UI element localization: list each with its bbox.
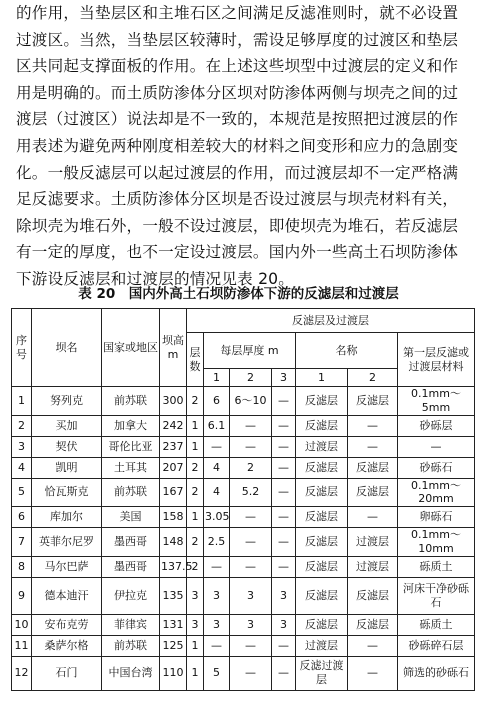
cell-height: 300	[160, 387, 187, 416]
table-row	[12, 556, 475, 577]
cell-layers: 1	[187, 507, 204, 528]
cell-t1: 6	[204, 387, 230, 416]
cell-material: 河床干净砂砾石	[398, 577, 475, 614]
cell-t3: —	[272, 387, 296, 416]
cell-n2: 反滤层	[348, 387, 398, 416]
cell-name: 英菲尔尼罗	[32, 528, 102, 557]
cell-n2: 过渡层	[348, 556, 398, 577]
cell-n1: 反滤层	[296, 528, 348, 557]
cell-layers: 1	[187, 415, 204, 436]
cell-t2: 6～10	[230, 387, 272, 416]
cell-n1: 反滤层	[296, 614, 348, 635]
header-thickness-2: 2	[230, 369, 272, 387]
cell-t2: 3	[230, 614, 272, 635]
table-row	[12, 656, 475, 690]
cell-height: 167	[160, 478, 187, 507]
text-line: 渡层（过渡区）说法却是不一致的，本规范是按照把过渡层的作	[16, 110, 459, 129]
cell-name: 石门	[32, 656, 102, 690]
cell-n1: 反滤层	[296, 457, 348, 478]
header-name-2: 2	[348, 369, 398, 387]
cell-t1: —	[204, 556, 230, 577]
header-name: 坝名	[32, 309, 102, 387]
cell-name: 安布克劳	[32, 614, 102, 635]
cell-layers: 2	[187, 457, 204, 478]
cell-t2: 5.2	[230, 478, 272, 507]
table-body	[12, 387, 475, 691]
cell-name: 凯明	[32, 457, 102, 478]
text-line: 化。一般反滤层可以起过渡层的作用，而过渡层却不一定严格满	[16, 163, 459, 182]
cell-layers: 2	[187, 387, 204, 416]
cell-n2: —	[348, 507, 398, 528]
table-title: 表 20 国内外高土石坝防渗体下游的反滤层和过渡层	[78, 286, 399, 302]
header-thickness: 每层厚度 m	[204, 333, 296, 369]
cell-no: 10	[12, 614, 32, 635]
cell-n2: —	[348, 656, 398, 690]
cell-name: 买加	[32, 415, 102, 436]
cell-n2: —	[348, 436, 398, 457]
cell-t1: —	[204, 436, 230, 457]
cell-n1: 过渡层	[296, 436, 348, 457]
cell-height: 148	[160, 528, 187, 557]
cell-t3: 3	[272, 577, 296, 614]
cell-t1: 4	[204, 478, 230, 507]
header-no: 序号	[12, 309, 32, 387]
cell-t1: 6.1	[204, 415, 230, 436]
cell-t1: 3	[204, 577, 230, 614]
cell-country: 前苏联	[102, 635, 160, 656]
cell-t2: 2	[230, 457, 272, 478]
cell-t1: 3	[204, 614, 230, 635]
cell-t2: —	[230, 528, 272, 557]
header-name-1: 1	[296, 369, 348, 387]
cell-t3: —	[272, 507, 296, 528]
cell-layers: 2	[187, 528, 204, 557]
cell-layers: 1	[187, 436, 204, 457]
header-height: 坝高 m	[160, 309, 187, 387]
cell-no: 3	[12, 436, 32, 457]
header-group: 反滤层及过渡层	[187, 309, 475, 333]
cell-t1: 3.05	[204, 507, 230, 528]
cell-height: 207	[160, 457, 187, 478]
cell-layers: 2	[187, 556, 204, 577]
header-layers: 层数	[187, 333, 204, 387]
text-line: 的作用，当垫层区和主堆石区之间满足反滤准则时，就不必设置	[16, 4, 459, 22]
cell-height: 237	[160, 436, 187, 457]
cell-no: 1	[12, 387, 32, 416]
text-line: 区共同起支撑面板的作用。在上述这些坝型中过渡层的定义和作	[16, 57, 459, 76]
cell-name: 恰瓦斯克	[32, 478, 102, 507]
cell-country: 前苏联	[102, 478, 160, 507]
cell-n2: 反滤层	[348, 457, 398, 478]
cell-country: 前苏联	[102, 387, 160, 416]
cell-country: 加拿大	[102, 415, 160, 436]
table-row	[12, 415, 475, 436]
cell-n1: 反滤层	[296, 577, 348, 614]
cell-n2: 反滤层	[348, 614, 398, 635]
cell-t2: 3	[230, 577, 272, 614]
header-country: 国家或地区	[102, 309, 160, 387]
cell-no: 8	[12, 556, 32, 577]
cell-layers: 3	[187, 577, 204, 614]
cell-country: 墨西哥	[102, 528, 160, 557]
cell-n1: 反滤层	[296, 507, 348, 528]
table-row	[12, 387, 475, 416]
table-row	[12, 528, 475, 557]
cell-material: 砾质土	[398, 614, 475, 635]
cell-country: 中国台湾	[102, 656, 160, 690]
cell-country: 土耳其	[102, 457, 160, 478]
header-material: 第一层反滤或过渡层材料	[398, 333, 475, 387]
header-thickness-3: 3	[272, 369, 296, 387]
text-line: 足反滤要求。土质防渗体分区坝是否设过渡层与坝壳材料有关，	[16, 190, 459, 209]
cell-t2: —	[230, 556, 272, 577]
cell-no: 5	[12, 478, 32, 507]
cell-n2: 反滤层	[348, 478, 398, 507]
cell-t3: —	[272, 635, 296, 656]
cell-n2: 反滤层	[348, 577, 398, 614]
cell-no: 6	[12, 507, 32, 528]
cell-no: 9	[12, 577, 32, 614]
cell-layers: 2	[187, 478, 204, 507]
cell-n1: 反滤层	[296, 556, 348, 577]
cell-t3: —	[272, 415, 296, 436]
cell-t2: —	[230, 436, 272, 457]
cell-material: 砂砾石	[398, 457, 475, 478]
cell-no: 11	[12, 635, 32, 656]
cell-t1: 2.5	[204, 528, 230, 557]
cell-t2: —	[230, 507, 272, 528]
text-line: 除坝壳为堆石外，一般不设过渡层，即使坝壳为堆石，若反滤层	[16, 216, 459, 235]
cell-t3: 3	[272, 614, 296, 635]
text-line: 用是明确的。而土质防渗体分区坝对防渗体两侧与坝壳之间的过	[16, 83, 459, 102]
text-line: 用表述为避免两种刚度相差较大的材料之间变形和应力的急剧变	[16, 136, 459, 155]
cell-name: 马尔巴萨	[32, 556, 102, 577]
body-text	[16, 0, 474, 293]
cell-t3: —	[272, 528, 296, 557]
cell-t2: —	[230, 656, 272, 690]
cell-material: 砾质土	[398, 556, 475, 577]
cell-height: 158	[160, 507, 187, 528]
cell-layers: 1	[187, 656, 204, 690]
table-row	[12, 507, 475, 528]
cell-t1: 4	[204, 457, 230, 478]
cell-material: 卵砾石	[398, 507, 475, 528]
cell-no: 4	[12, 457, 32, 478]
cell-layers: 1	[187, 635, 204, 656]
cell-t1: —	[204, 635, 230, 656]
cell-name: 德本迪汗	[32, 577, 102, 614]
cell-layers: 3	[187, 614, 204, 635]
table-row	[12, 436, 475, 457]
cell-no: 7	[12, 528, 32, 557]
cell-height: 137.5	[160, 556, 187, 577]
cell-height: 242	[160, 415, 187, 436]
cell-no: 2	[12, 415, 32, 436]
cell-height: 110	[160, 656, 187, 690]
cell-no: 12	[12, 656, 32, 690]
cell-n2: —	[348, 635, 398, 656]
header-names: 名称	[296, 333, 398, 369]
cell-t3: —	[272, 556, 296, 577]
cell-n2: 过渡层	[348, 528, 398, 557]
text-line: 过渡区。当然，当垫层区较薄时，需设足够厚度的过渡区和垫层	[16, 30, 459, 49]
cell-material: 0.1mm～10mm	[398, 528, 475, 557]
table-row	[12, 614, 475, 635]
cell-name: 桑萨尔格	[32, 635, 102, 656]
table-row	[12, 635, 475, 656]
table-row	[12, 457, 475, 478]
header-thickness-1: 1	[204, 369, 230, 387]
cell-n1: 反滤层	[296, 387, 348, 416]
cell-country: 伊拉克	[102, 577, 160, 614]
table-row	[12, 577, 475, 614]
table-row	[12, 478, 475, 507]
cell-country: 哥伦比亚	[102, 436, 160, 457]
cell-n2: —	[348, 415, 398, 436]
cell-material: —	[398, 436, 475, 457]
cell-name: 契伏	[32, 436, 102, 457]
cell-height: 125	[160, 635, 187, 656]
cell-country: 美国	[102, 507, 160, 528]
cell-name: 努列克	[32, 387, 102, 416]
cell-t2: —	[230, 635, 272, 656]
cell-height: 131	[160, 614, 187, 635]
cell-material: 0.1mm～5mm	[398, 387, 475, 416]
text-line: 有一定的厚度，也不一定设过渡层。国内外一些高土石坝防渗体	[16, 243, 459, 262]
filter-layer-table	[11, 308, 475, 691]
cell-name: 库加尔	[32, 507, 102, 528]
cell-country: 墨西哥	[102, 556, 160, 577]
cell-t3: —	[272, 436, 296, 457]
cell-material: 0.1mm～20mm	[398, 478, 475, 507]
cell-material: 砂砾碎石层	[398, 635, 475, 656]
cell-material: 砂砾层	[398, 415, 475, 436]
text-line: 下游设反滤层和过渡层的情况见表 20。	[16, 269, 295, 288]
cell-height: 135	[160, 577, 187, 614]
cell-t3: —	[272, 656, 296, 690]
cell-t2: —	[230, 415, 272, 436]
cell-n1: 反滤层	[296, 478, 348, 507]
cell-t3: —	[272, 478, 296, 507]
cell-n1: 反滤层	[296, 415, 348, 436]
cell-material: 筛选的砂砾石	[398, 656, 475, 690]
cell-n1: 反滤过渡层	[296, 656, 348, 690]
cell-t1: 5	[204, 656, 230, 690]
cell-t3: —	[272, 457, 296, 478]
cell-n1: 过渡层	[296, 635, 348, 656]
cell-country: 菲律宾	[102, 614, 160, 635]
